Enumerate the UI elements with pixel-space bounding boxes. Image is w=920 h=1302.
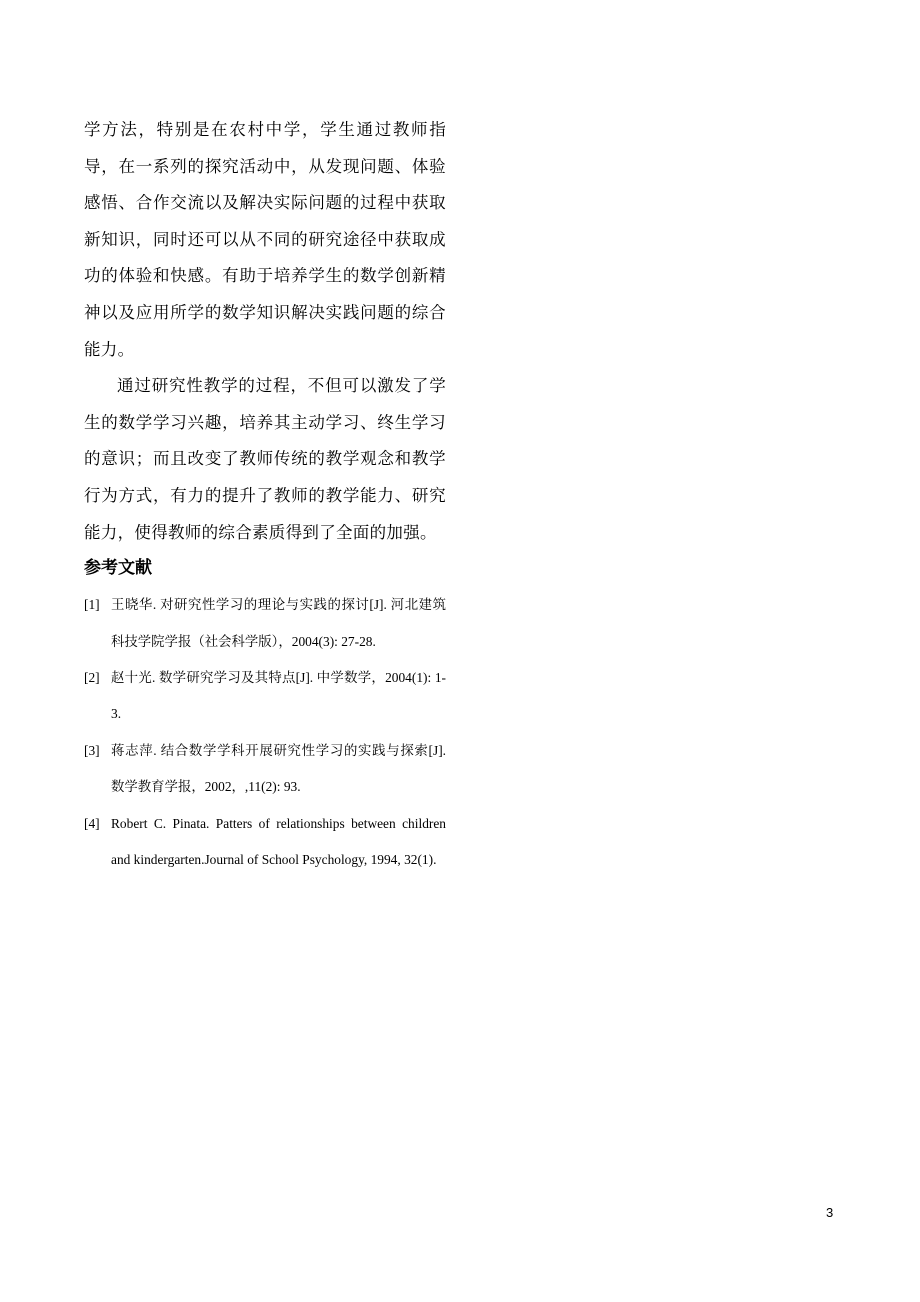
reference-number: [2] bbox=[84, 669, 100, 685]
reference-text: Robert C. Pinata. Patters of relationships between children and kindergarten.Journal of School Psychology, 1994, 32(1). bbox=[111, 815, 446, 867]
body-paragraph-1: 学方法，特别是在农村中学，学生通过教师指导，在一系列的探究活动中，从发现问题、体验感悟、合作交流以及解决实际问题的过程中获取新知识，同时还可以从不同的研究途径中获取成功的体验和快感。有助于培养学生的数学创新精神以及应用所学的数学知识解决实践问题的综合能力。 bbox=[84, 120, 446, 359]
reference-number: [3] bbox=[84, 742, 100, 758]
reference-item-2 bbox=[84, 660, 446, 733]
page-number: 3 bbox=[826, 1205, 834, 1220]
reference-item-3 bbox=[84, 733, 446, 806]
references-list bbox=[84, 587, 446, 878]
reference-number: [1] bbox=[84, 597, 100, 613]
reference-text: 王晓华. 对研究性学习的理论与实践的探讨[J]. 河北建筑科技学院学报（社会科学版），2004(3): 27-28. bbox=[111, 597, 446, 649]
reference-number: [4] bbox=[84, 815, 100, 831]
reference-item-1 bbox=[84, 587, 446, 660]
reference-text: 蒋志萍. 结合数学学科开展研究性学习的实践与探索[J]. 数学教育学报，2002，,11(2): 93. bbox=[111, 742, 446, 795]
text-column bbox=[84, 112, 446, 878]
reference-item-4 bbox=[84, 806, 446, 879]
body-paragraph-2: 通过研究性教学的过程，不但可以激发了学生的数学学习兴趣，培养其主动学习、终生学习的意识；而且改变了教师传统的教学观念和教学行为方式，有力的提升了教师的教学能力、研究能力，使得教师的综合素质得到了全面的加强。 bbox=[84, 376, 446, 542]
references-heading: 参考文献 bbox=[84, 558, 152, 579]
reference-text: 赵十光. 数学研究学习及其特点[J]. 中学数学，2004(1): 1-3. bbox=[111, 669, 446, 722]
